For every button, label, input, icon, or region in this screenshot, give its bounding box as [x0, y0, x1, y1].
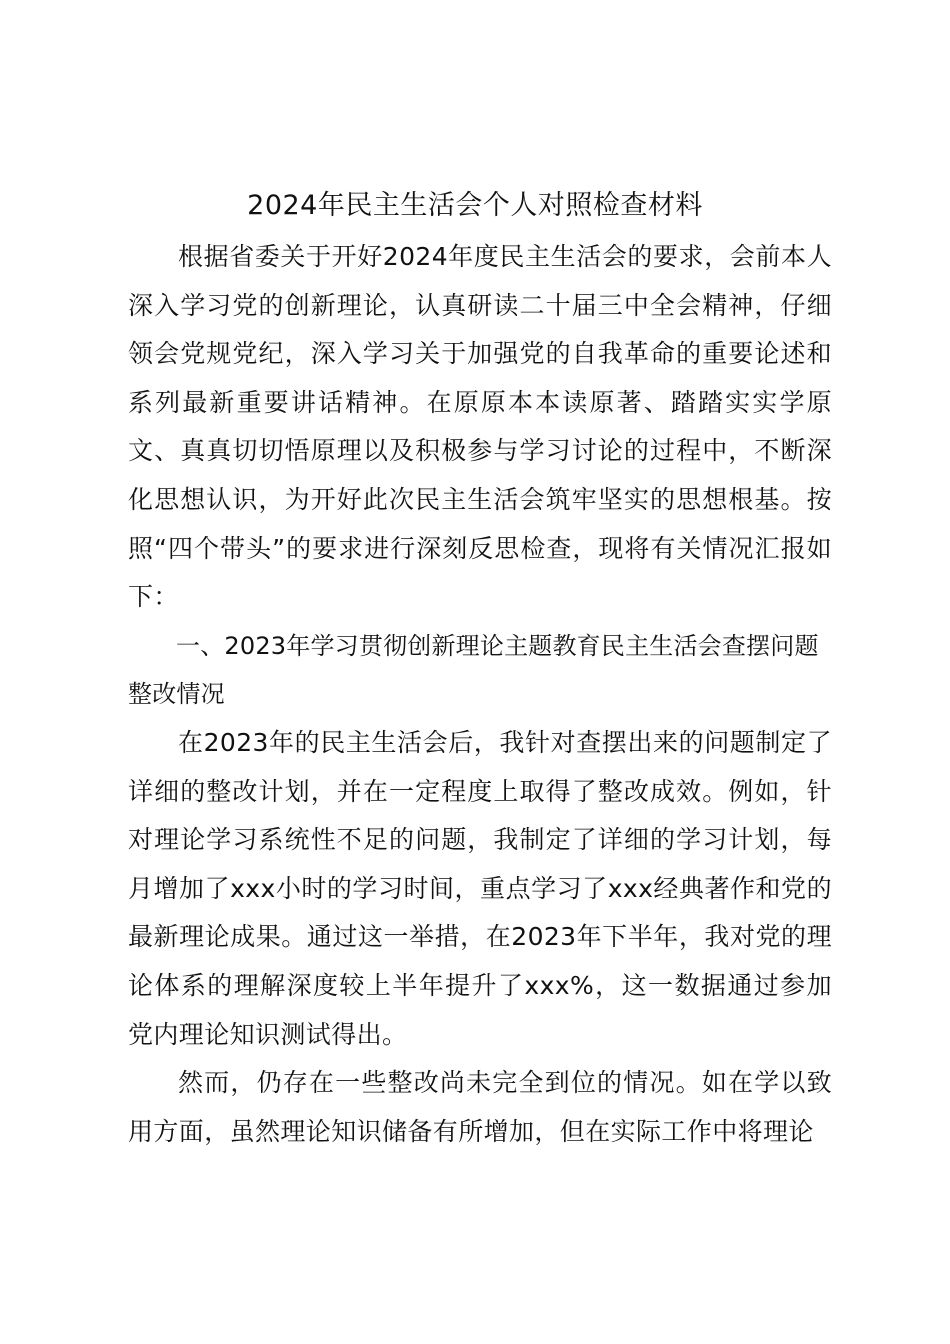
paragraph-rectification: 在2023年的民主生活会后，我针对查摆出来的问题制定了详细的整改计划，并在一定程度上取得了整改成效。例如，针对理论学习系统性不足的问题，我制定了详细的学习计划，每月增加了xxx小时的学习时间，重点学习了xxx经典著作和党的最新理论成果。通过这一举措，在2023年下半年，我对党的理论体系的理解深度较上半年提升了xxx%，这一数据通过参加党内理论知识测试得出。	[128, 727, 832, 1049]
paragraph-remaining-issues: 然而，仍存在一些整改尚未完全到位的情况。如在学以致用方面，虽然理论知识储备有所增加，但在实际工作中将理论	[128, 1068, 832, 1146]
document-title: 2024年民主生活会个人对照检查材料	[247, 190, 703, 221]
paragraph-intro: 根据省委关于开好2024年度民主生活会的要求，会前本人深入学习党的创新理论，认真研读二十届三中全会精神，仔细领会党规党纪，深入学习关于加强党的自我革命的重要论述和系列最新重要讲话精神。在原原本本读原著、踏踏实实学原文、真真切切悟原理以及积极参与学习讨论的过程中，不断深化思想认识，为开好此次民主生活会筑牢坚实的思想根基。按照“四个带头”的要求进行深刻反思检查，现将有关情况汇报如下：	[128, 242, 832, 612]
document-body	[128, 233, 832, 1156]
section-heading-1: 一、2023年学习贯彻创新理论主题教育民主生活会查摆问题整改情况	[128, 631, 819, 709]
